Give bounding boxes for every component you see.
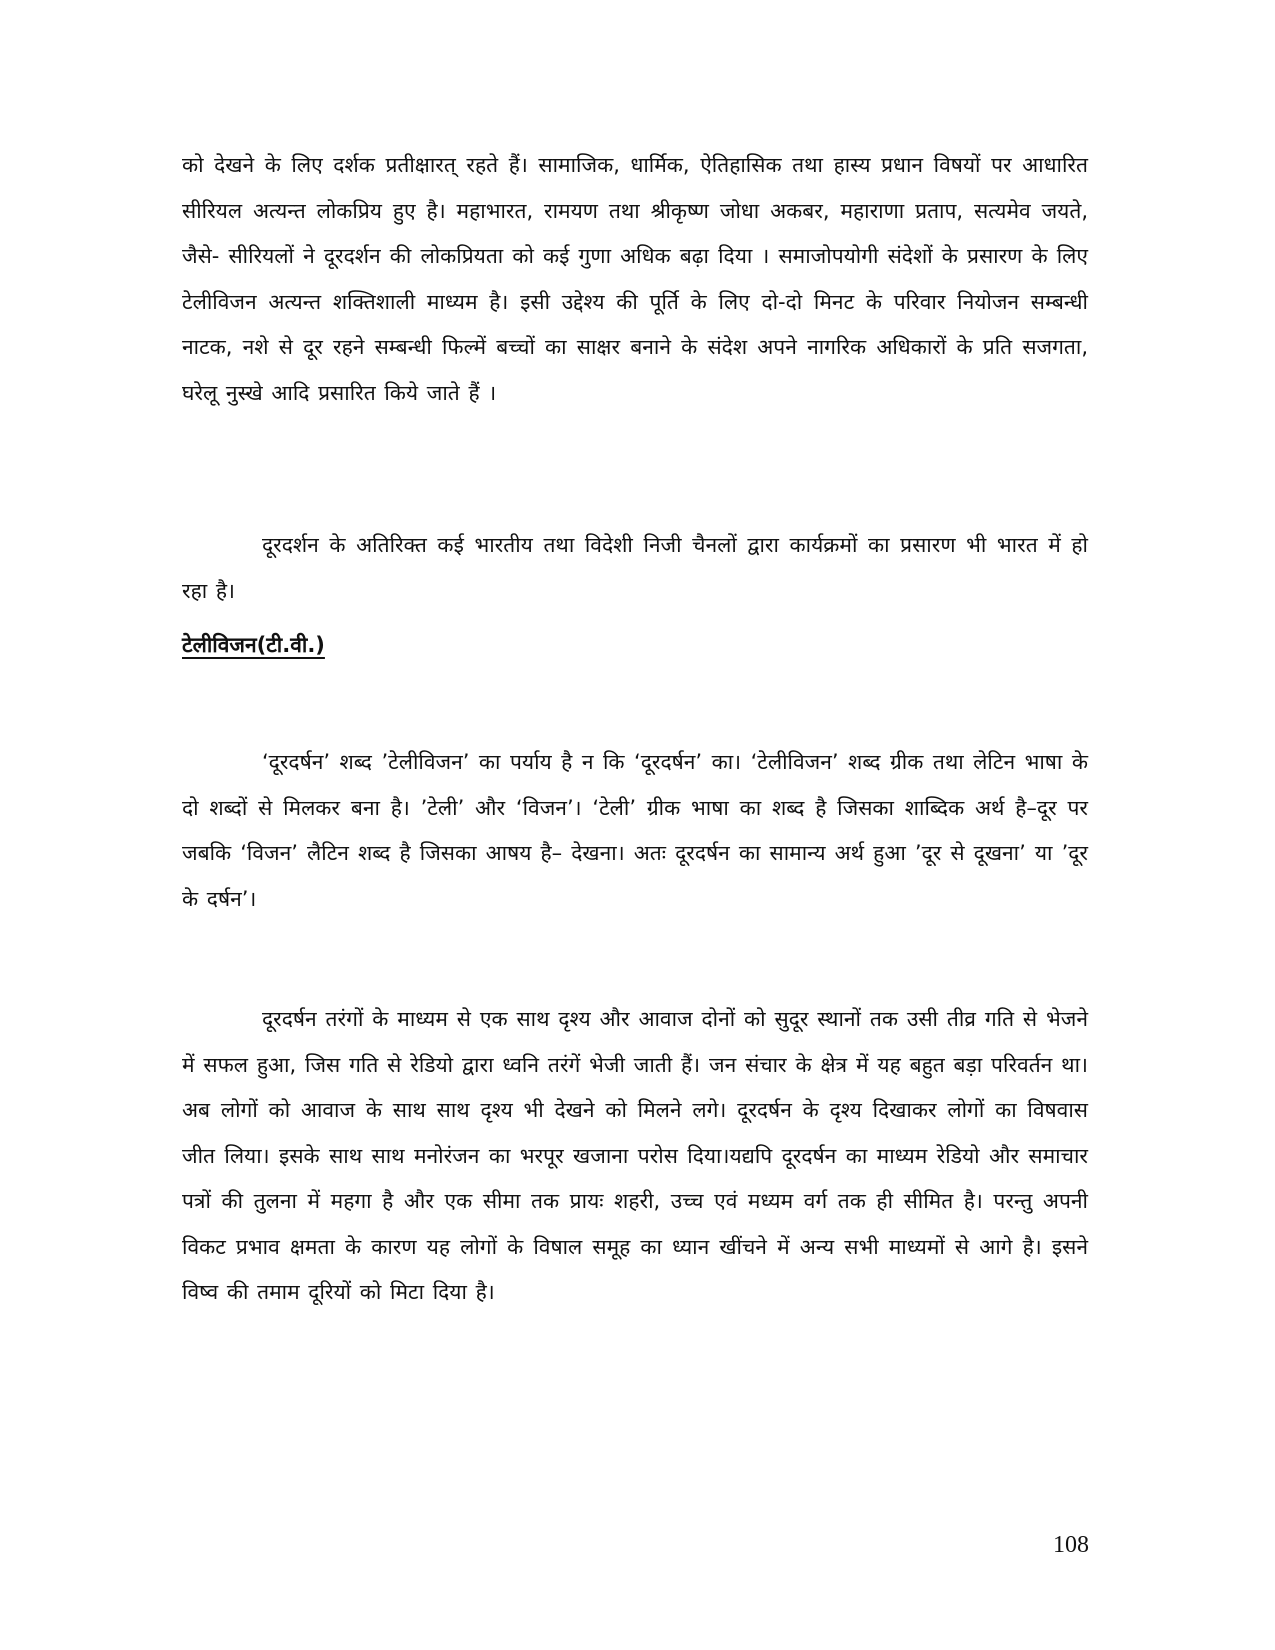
paragraph-word-origin: ‘दूरदर्षन’ शब्द ’टेलीविजन’ का पर्याय है न कि ‘दूरदर्षन’ का। ‘टेलीविजन’ शब्द ग्रीक तथा लेटिन भाषा के दो शब्दों से मिलकर बना है। ’टेली’ और ‘विजन’। ‘टेली’ ग्रीक भाषा का शब्द है जिसका शाब्दिक अर्थ है–दूर पर जबकि ‘विजन’ लैटिन शब्द है जिसका आषय है– देखना। अतः दूरदर्षन का सामान्य अर्थ हुआ ’दूर से दूखना’ या ’दूर के दर्षन’। [182,750,1088,911]
section-heading-television: टेलीविजन(टी.वी.) [182,633,325,657]
paragraph-private-channels: दूरदर्शन के अतिरिक्त कई भारतीय तथा विदेशी निजी चैनलों द्वारा कार्यक्रमों का प्रसारण भी भारत में हो रहा है। [182,533,1088,603]
paragraph-impact: दूरदर्षन तरंगों के माध्यम से एक साथ दृश्य और आवाज दोनों को सुदूर स्थानों तक उसी तीव्र गति से भेजने में सफल हुआ, जिस गति से रेडियो द्वारा ध्वनि तरंगें भेजी जाती हैं। जन संचार के क्षेत्र में यह बहुत बड़ा परिवर्तन था। अब लोगों को आवाज के साथ साथ दृश्य भी देखने को मिलने लगे। दूरदर्षन के दृश्य दिखाकर लोगों का विषवास जीत लिया। इसके साथ साथ मनोरंजन का भरपूर खजाना परोस दिया।यद्यपि दूरदर्षन का माध्यम रेडियो और समाचार पत्रों की तुलना में महगा है और एक सीमा तक प्रायः शहरी, उच्च एवं मध्यम वर्ग तक ही सीमित है। परन्तु अपनी विकट प्रभाव क्षमता के कारण यह लोगों के विषाल समूह का ध्यान खींचने में अन्य सभी माध्यमों से आगे है। इसने विष्व की तमाम दूरियों को मिटा दिया है। [182,1007,1088,1304]
paragraph-serials: को देखने के लिए दर्शक प्रतीक्षारत् रहते हैं। सामाजिक, धार्मिक, ऐतिहासिक तथा हास्य प्रधान विषयों पर आधारित सीरियल अत्यन्त लोकप्रिय हुए है। महाभारत, रामयण तथा श्रीकृष्ण जोधा अकबर, महाराणा प्रताप, सत्यमेव जयते, जैसे- सीरियलों ने दूरदर्शन की लोकप्रियता को कई गुणा अधिक बढ़ा दिया । समाजोपयोगी संदेशों के प्रसारण के लिए टेलीविजन अत्यन्त शक्तिशाली माध्यम है। इसी उद्देश्य की पूर्ति के लिए दो-दो मिनट के परिवार नियोजन सम्बन्धी नाटक, नशे से दूर रहने सम्बन्धी फिल्में बच्चों का साक्षर बनाने के संदेश अपने नागरिक अधिकारों के प्रति सजगता, घरेलू नुस्खे आदि प्रसारित किये जाते हैं । [182,153,1088,405]
page-number: 108 [1053,1532,1089,1558]
